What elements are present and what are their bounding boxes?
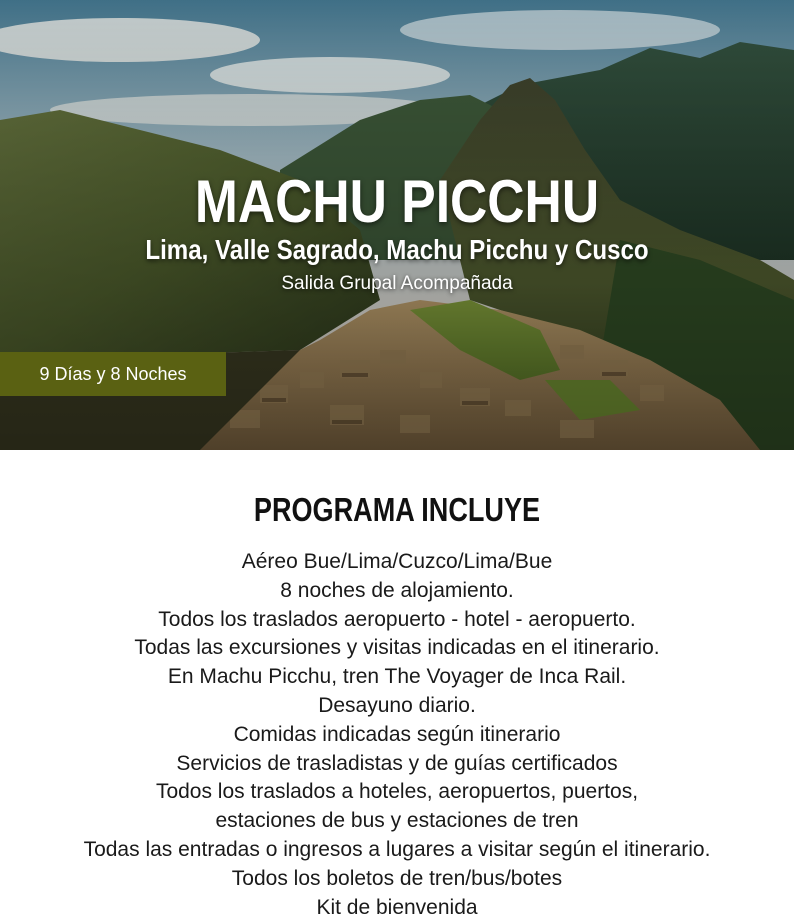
list-item: En Machu Picchu, tren The Voyager de Inca Rail. [167, 665, 627, 689]
duration-badge: 9 Días y 8 Noches [0, 352, 226, 396]
list-item: Todas las entradas o ingresos a lugares a visitar según el itinerario. [83, 837, 711, 861]
list-item: estaciones de bus y estaciones de tren [215, 809, 579, 833]
list-item: Servicios de trasladistas y de guías certificados [176, 751, 618, 775]
includes-list [0, 548, 794, 917]
hero-subtitle: Lima, Valle Sagrado, Machu Picchu y Cusco [145, 234, 649, 265]
list-item: 8 noches de alojamiento. [280, 578, 514, 602]
list-item: Kit de bienvenida [316, 895, 478, 917]
hero-tagline: Salida Grupal Acompañada [281, 273, 513, 294]
list-item: Todos los traslados a hoteles, aeropuertos, puertos, [155, 780, 639, 804]
list-item: Todos los traslados aeropuerto - hotel - aeropuerto. [158, 607, 636, 631]
list-item: Comidas indicadas según itinerario [233, 722, 561, 746]
list-item: Desayuno diario. [318, 693, 476, 717]
list-item: Todos los boletos de tren/bus/botes [231, 866, 563, 890]
program-includes [0, 450, 794, 917]
list-item: Todas las excursiones y visitas indicadas en el itinerario. [134, 636, 660, 660]
hero-banner [0, 0, 794, 450]
includes-heading: PROGRAMA INCLUYE [253, 491, 541, 528]
hero-title: MACHU PICCHU [194, 168, 600, 235]
list-item: Aéreo Bue/Lima/Cuzco/Lima/Bue [241, 550, 553, 573]
